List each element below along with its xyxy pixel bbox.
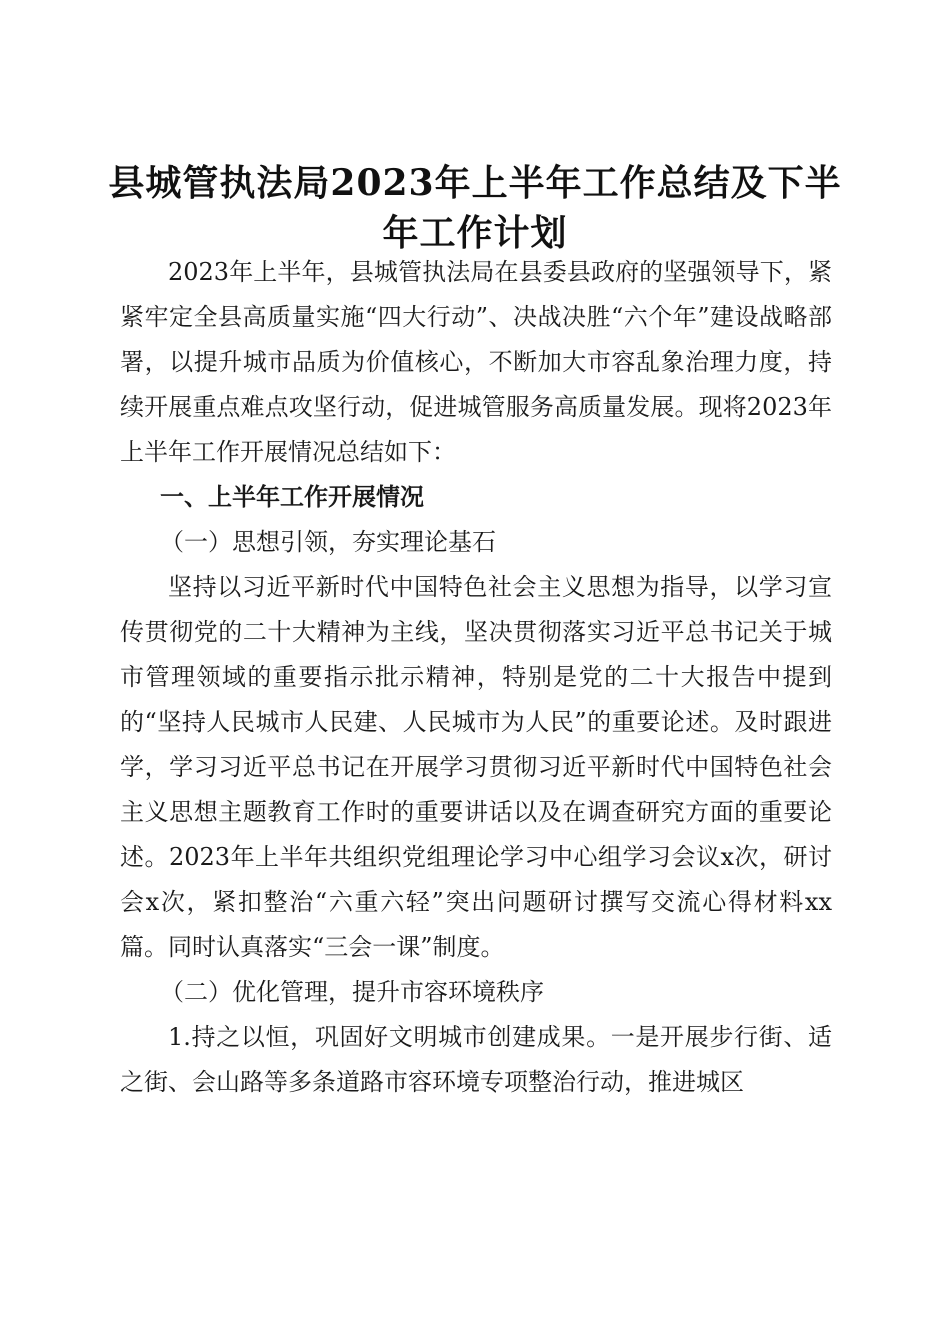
section-heading-1: 一、上半年工作开展情况 (160, 483, 424, 511)
document-title: 县城管执法局2023年上半年工作总结及下半年工作计划 (108, 162, 842, 255)
document-body (120, 250, 832, 1105)
subsection-2-paragraph: 1.持之以恒，巩固好文明城市创建成果。一是开展步行街、适之街、会山路等多条道路市容环境专项整治行动，推进城区 (120, 1023, 832, 1096)
subsection-heading-2: （二）优化管理，提升市容环境秩序 (160, 978, 544, 1006)
intro-paragraph: 2023年上半年，县城管执法局在县委县政府的坚强领导下，紧紧牢定全县高质量实施“四大行动”、决战决胜“六个年”建设战略部署，以提升城市品质为价值核心，不断加大市容乱象治理力度，持续开展重点难点攻坚行动，促进城管服务高质量发展。现将2023年上半年工作开展情况总结如下： (120, 258, 832, 466)
subsection-heading-1: （一）思想引领，夯实理论基石 (160, 528, 496, 556)
subsection-1-paragraph: 坚持以习近平新时代中国特色社会主义思想为指导，以学习宣传贯彻党的二十大精神为主线，坚决贯彻落实习近平总书记关于城市管理领域的重要指示批示精神，特别是党的二十大报告中提到的“坚持人民城市人民建、人民城市为人民”的重要论述。及时跟进学，学习习近平总书记在开展学习贯彻习近平新时代中国特色社会主义思想主题教育工作时的重要讲话以及在调查研究方面的重要论述。2023年上半年共组织党组理论学习中心组学习会议x次，研讨会x次，紧扣整治“六重六轻”突出问题研讨撰写交流心得材料xx篇。同时认真落实“三会一课”制度。 (120, 573, 832, 961)
